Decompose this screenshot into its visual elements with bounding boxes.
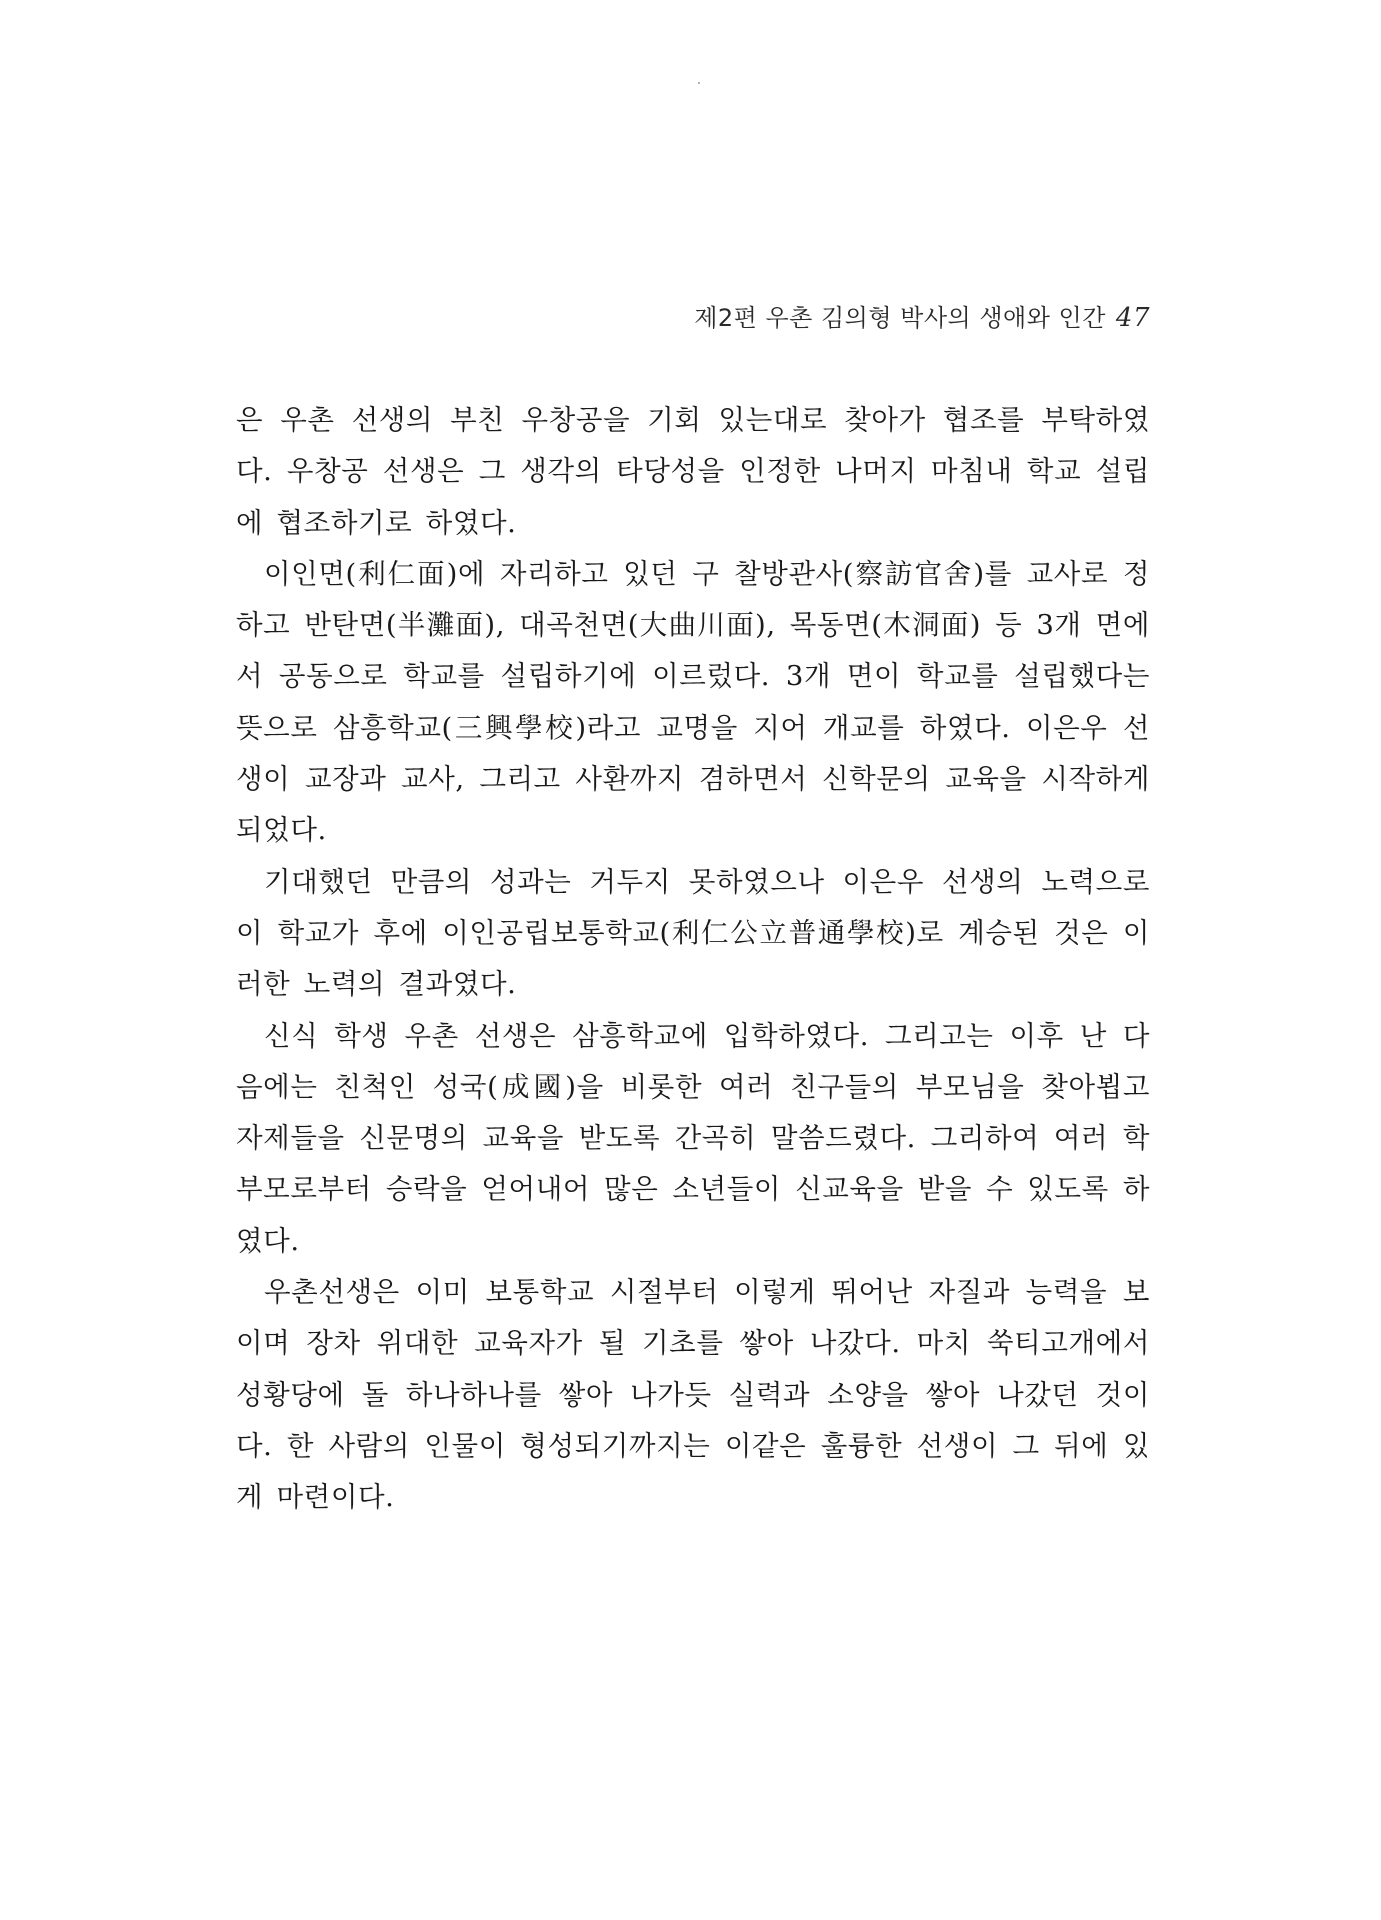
body-text	[236, 395, 1150, 1524]
page-number: 47	[1115, 303, 1150, 333]
header-title: 제2편 우촌 김의형 박사의 생애와 인간	[694, 304, 1106, 332]
paragraph-continuation: 은 우촌 선생의 부친 우창공을 기회 있는대로 찾아가 협조를 부탁하였다. 우창공 선생은 그 생각의 타당성을 인정한 나머지 마침내 학교 설립에 협조하기로 하였다.	[236, 404, 1150, 539]
paragraph-school-founding: 이인면(利仁面)에 자리하고 있던 구 찰방관사(察訪官舍)를 교사로 정하고 반탄면(半灘面), 대곡천면(大曲川面), 목동면(木洞面) 등 3개 면에서 공동으로 학교를 설립하기에 이르렀다. 3개 면이 학교를 설립했다는 뜻으로 삼흥학교(三興學校)라고 교명을 지어 개교를 하였다. 이은우 선생이 교장과 교사, 그리고 사환까지 겸하면서 신학문의 교육을 시작하게 되었다.	[236, 557, 1150, 847]
paragraph-enrollment: 신식 학생 우촌 선생은 삼흥학교에 입학하였다. 그리고는 이후 난 다음에는 친척인 성국(成國)을 비롯한 여러 친구들의 부모님을 찾아뵙고 자제들을 신문명의 교육을 받도록 간곡히 말씀드렸다. 그리하여 여러 학부모로부터 승락을 얻어내어 많은 소년들이 신교육을 받을 수 있도록 하였다.	[236, 1019, 1150, 1257]
paragraph-character: 우촌선생은 이미 보통학교 시절부터 이렇게 뛰어난 자질과 능력을 보이며 장차 위대한 교육자가 될 기초를 쌓아 나갔다. 마치 쑥티고개에서 성황당에 돌 하나하나를 쌓아 나가듯 실력과 소양을 쌓아 나갔던 것이다. 한 사람의 인물이 형성되기까지는 이같은 훌륭한 선생이 그 뒤에 있게 마련이다.	[236, 1276, 1150, 1514]
running-header	[694, 298, 1150, 342]
paragraph-school-legacy: 기대했던 만큼의 성과는 거두지 못하였으나 이은우 선생의 노력으로 이 학교가 후에 이인공립보통학교(利仁公立普通學校)로 계승된 것은 이러한 노력의 결과였다.	[236, 865, 1150, 1001]
scan-speck	[698, 82, 700, 84]
